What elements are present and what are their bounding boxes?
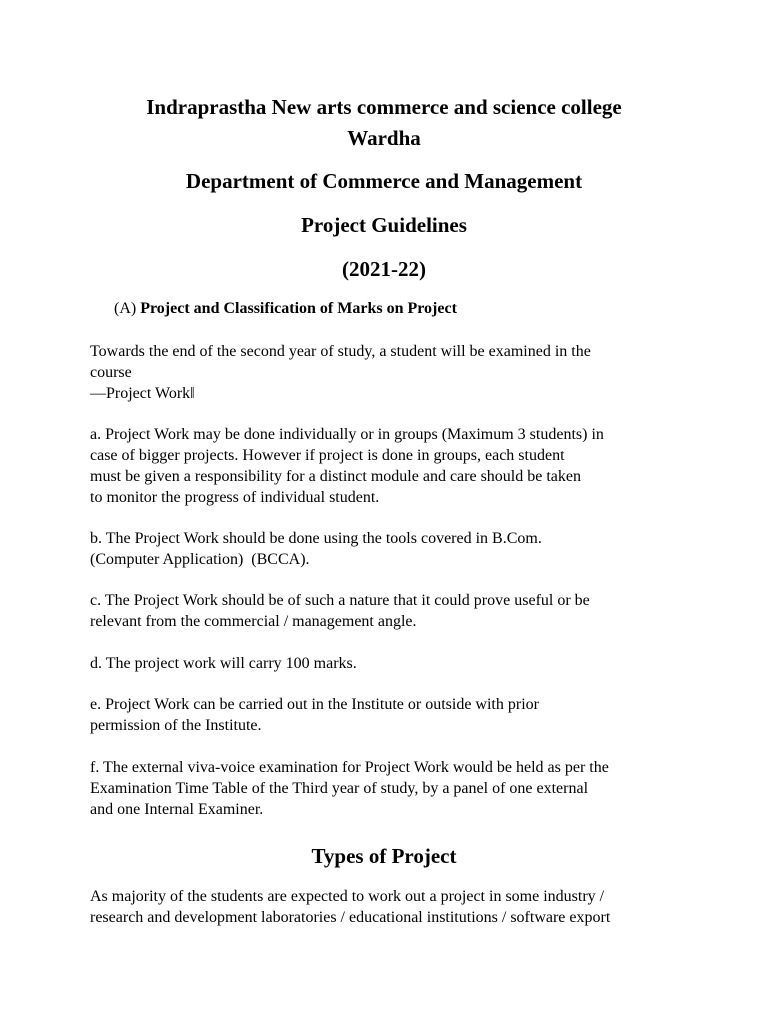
paragraph-line: course bbox=[90, 364, 132, 381]
types-of-project-heading: Types of Project bbox=[311, 844, 457, 868]
guideline-b bbox=[90, 528, 690, 570]
paragraph-line: must be given a responsibility for a distinct module and care should be taken bbox=[90, 468, 581, 485]
session-year: (2021-22) bbox=[342, 257, 426, 281]
paragraph-line: e. Project Work can be carried out in the Institute or outside with prior bbox=[90, 696, 539, 713]
paragraph-line: d. The project work will carry 100 marks. bbox=[90, 655, 357, 672]
paragraph-line: case of bigger projects. However if project is done in groups, each student bbox=[90, 447, 565, 464]
paragraph-line: to monitor the progress of individual student. bbox=[90, 489, 380, 506]
paragraph-line: and one Internal Examiner. bbox=[90, 801, 264, 818]
guideline-e bbox=[90, 694, 690, 736]
section-a-heading bbox=[114, 298, 457, 320]
paragraph-line: permission of the Institute. bbox=[90, 717, 262, 734]
paragraph-line: research and development laboratories / educational institutions / software export bbox=[90, 909, 611, 926]
paragraph-line: f. The external viva-voice examination for Project Work would be held as per the bbox=[90, 759, 609, 776]
guideline-c bbox=[90, 590, 690, 632]
paragraph-line: As majority of the students are expected to work out a project in some industry / bbox=[90, 888, 605, 905]
paragraph-line: c. The Project Work should be of such a nature that it could prove useful or be bbox=[90, 592, 590, 609]
department-name: Department of Commerce and Management bbox=[185, 169, 583, 193]
document-title: Project Guidelines bbox=[301, 213, 467, 237]
section-a-letter: (A) bbox=[114, 300, 137, 317]
guideline-f bbox=[90, 757, 690, 820]
guideline-d bbox=[90, 653, 690, 674]
guideline-a bbox=[90, 424, 690, 508]
types-paragraph bbox=[90, 886, 690, 928]
paragraph-line: Towards the end of the second year of study, a student will be examined in the bbox=[90, 343, 591, 360]
intro-paragraph bbox=[90, 341, 690, 404]
college-name bbox=[0, 92, 768, 154]
paragraph-line: a. Project Work may be done individually or in groups (Maximum 3 students) in bbox=[90, 426, 604, 443]
section-a-title: Project and Classification of Marks on Project bbox=[140, 300, 457, 317]
paragraph-line: relevant from the commercial / management angle. bbox=[90, 613, 417, 630]
paragraph-line: Examination Time Table of the Third year of study, by a panel of one external bbox=[90, 780, 589, 797]
paragraph-line: b. The Project Work should be done using the tools covered in B.Com. bbox=[90, 530, 542, 547]
paragraph-line: (Computer Application) (BCCA). bbox=[90, 551, 310, 568]
paragraph-line: —Project Work‖ bbox=[90, 385, 195, 402]
college-name-text: Indraprastha New arts commerce and science college Wardha bbox=[146, 95, 622, 150]
